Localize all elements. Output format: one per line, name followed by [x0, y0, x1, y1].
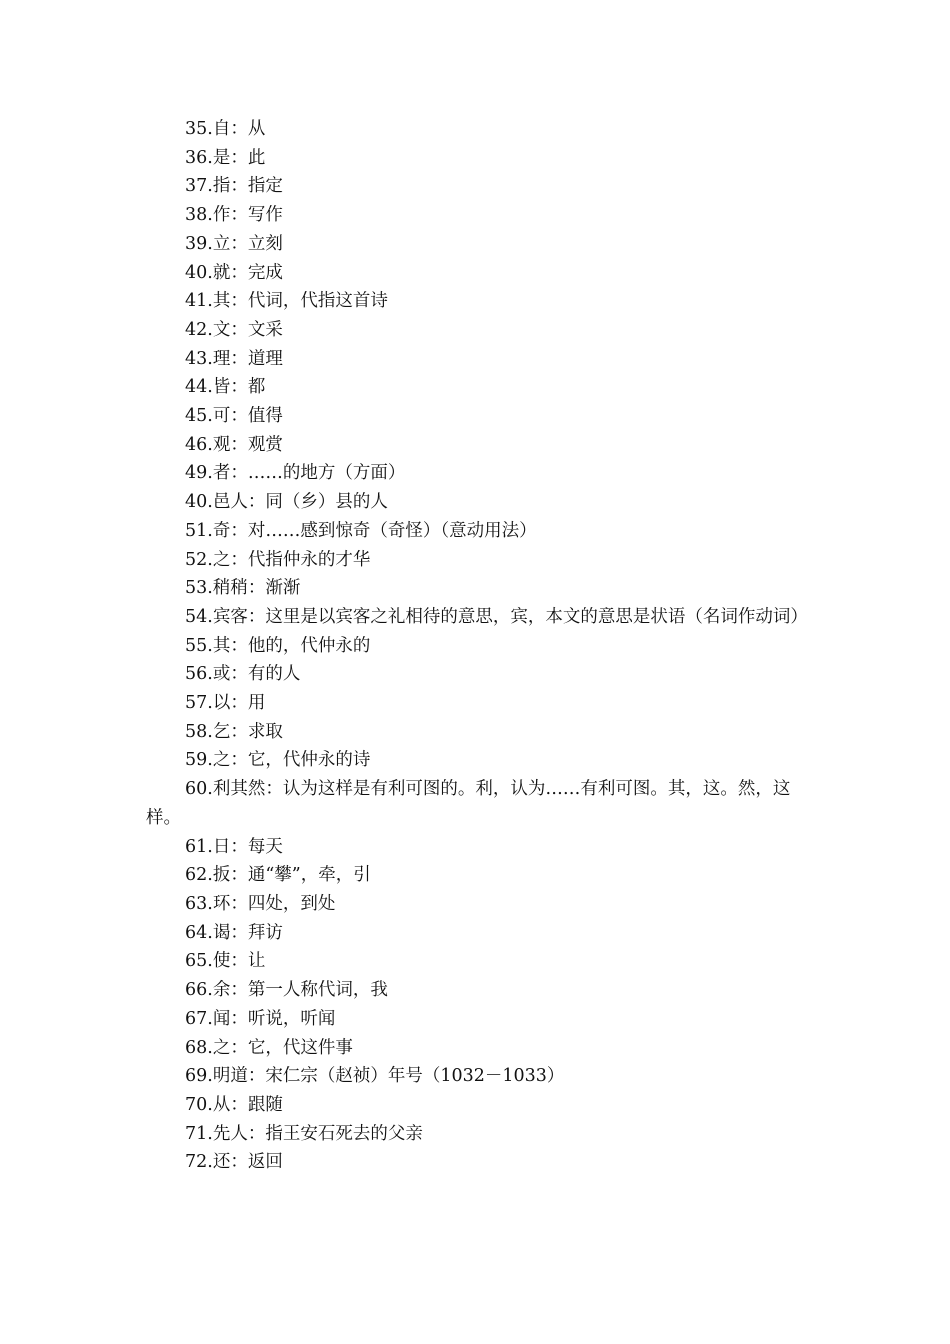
annotation-entry: 55.其：他的，代仲永的 [185, 635, 371, 656]
annotation-entry: 45.可：值得 [185, 406, 283, 427]
annotation-entry: 41.其：代词，代指这首诗 [185, 291, 388, 312]
annotation-entry: 43.理：道理 [185, 348, 283, 369]
annotation-entry: 49.者：……的地方（方面） [185, 463, 406, 484]
annotation-entry: 56.或：有的人 [185, 664, 301, 685]
annotation-entry: 36.是：此 [185, 147, 266, 168]
annotation-entry: 60.利其然：认为这样是有利可图的。利，认为……有利可图。其，这。然，这样。 [146, 779, 791, 828]
annotation-entry: 52.之：代指仲永的才华 [185, 549, 371, 570]
annotation-entry: 71.先人：指王安石死去的父亲 [185, 1123, 423, 1144]
annotation-entry: 70.从：跟随 [185, 1094, 283, 1115]
annotation-entry: 53.稍稍：渐渐 [185, 578, 301, 599]
annotation-entry: 42.文：文采 [185, 319, 283, 340]
annotation-entry: 40.邑人：同（乡）县的人 [185, 492, 388, 513]
annotation-entry: 63.环：四处，到处 [185, 893, 336, 914]
document-body [146, 115, 811, 1177]
annotation-entry: 67.闻：听说，听闻 [185, 1008, 336, 1029]
annotation-entry: 39.立：立刻 [185, 233, 283, 254]
annotation-entry: 65.使：让 [185, 951, 266, 972]
annotation-entry: 54.宾客：这里是以宾客之礼相待的意思，宾，本文的意思是状语（名词作动词） [185, 606, 808, 627]
annotation-entry: 64.谒：拜访 [185, 922, 283, 943]
annotation-entry: 40.就：完成 [185, 262, 283, 283]
annotation-entry: 59.之：它，代仲永的诗 [185, 750, 371, 771]
annotation-entry: 58.乞：求取 [185, 721, 283, 742]
annotation-entry: 69.明道：宋仁宗（赵祯）年号（1032－1033） [185, 1066, 565, 1087]
annotation-entry: 44.皆：都 [185, 377, 266, 398]
annotation-entry: 46.观：观赏 [185, 434, 283, 455]
annotation-entry: 35.自：从 [185, 119, 266, 139]
annotation-entry: 57.以：用 [185, 693, 266, 714]
annotation-entry: 62.扳：通“攀”，牵，引 [185, 865, 371, 886]
annotation-entry: 68.之：它，代这件事 [185, 1037, 353, 1058]
annotation-entry: 72.还：返回 [185, 1152, 283, 1173]
annotation-entry: 51.奇：对……感到惊奇（奇怪）（意动用法） [185, 520, 537, 541]
annotation-entry: 66.余：第一人称代词，我 [185, 980, 388, 1001]
annotation-entry: 61.日：每天 [185, 836, 283, 857]
annotation-entry: 38.作：写作 [185, 205, 283, 226]
annotation-entry: 37.指：指定 [185, 176, 283, 197]
